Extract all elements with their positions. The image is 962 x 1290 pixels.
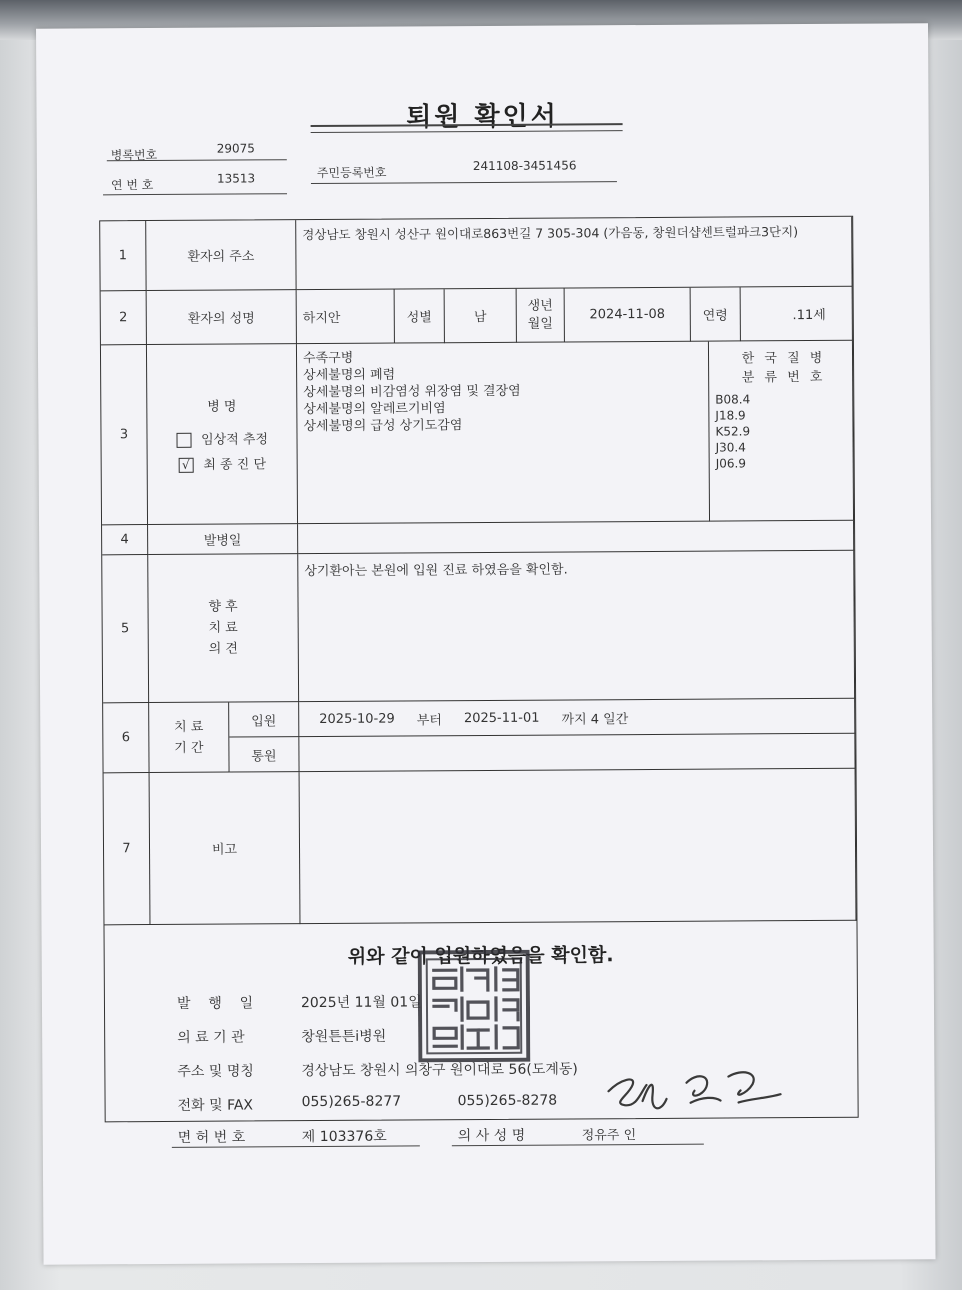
birth-label-line-1: 생년 bbox=[527, 298, 553, 314]
record-no-label: 병록번호 bbox=[110, 147, 158, 163]
sex-label: 성별 bbox=[395, 289, 445, 343]
tel-number: 055)265-8277 bbox=[301, 1093, 402, 1111]
serial-no: 13513 bbox=[216, 171, 256, 186]
license-line bbox=[172, 1145, 420, 1148]
period-label-line-1: 치 료 bbox=[174, 719, 204, 735]
disease-code-cell bbox=[709, 341, 854, 522]
inpatient-to-suffix: 까지 4 일간 bbox=[561, 711, 629, 728]
institution-address: 경상남도 창원시 의창구 원이대로 56(도계동) bbox=[301, 1061, 578, 1080]
final-diagnosis-option bbox=[178, 453, 266, 473]
code-header-2: 분 류 번 호 bbox=[741, 369, 826, 386]
birth-label bbox=[517, 289, 565, 343]
institution-label: 의 료 기 관 bbox=[177, 1029, 245, 1046]
diagnosis-item: 상세불명의 급성 상기도감염 bbox=[303, 418, 463, 435]
doctor-label: 의 사 성 명 bbox=[457, 1127, 526, 1145]
clinical-estimate-option bbox=[176, 428, 268, 448]
serial-label: 연 번 호 bbox=[110, 178, 154, 193]
name-label: 환자의 성명 bbox=[147, 290, 297, 345]
fax-number: 055)265-8278 bbox=[457, 1092, 558, 1110]
disease-label-cell bbox=[147, 344, 298, 525]
disease-code: K52.9 bbox=[715, 424, 751, 439]
resident-no: 241108-3451456 bbox=[472, 158, 577, 174]
final-diagnosis-checkbox: √ bbox=[178, 458, 193, 473]
disease-code: B08.4 bbox=[715, 392, 751, 407]
opinion-value: 상기환아는 본원에 입원 진료 하였음을 확인함. bbox=[298, 551, 855, 702]
record-no: 29075 bbox=[216, 141, 255, 156]
diagnosis-item: 수족구병 bbox=[302, 350, 354, 367]
clinical-estimate-label: 임상적 추정 bbox=[201, 432, 269, 448]
row-1-number: 1 bbox=[100, 221, 146, 291]
period-label bbox=[149, 703, 229, 773]
inpatient-label: 입원 bbox=[229, 702, 299, 737]
opinion-label-line-1: 향 후 bbox=[208, 599, 238, 615]
issue-date: 2025년 11월 01일 bbox=[300, 994, 422, 1012]
row-2-number: 2 bbox=[101, 291, 147, 345]
inpatient-from-suffix: 부터 bbox=[416, 712, 442, 728]
opinion-label-line-2: 치 료 bbox=[208, 620, 238, 636]
disease-code: J30.4 bbox=[715, 440, 746, 455]
disease-code: J06.9 bbox=[715, 456, 746, 471]
resident-label: 주민등록번호 bbox=[316, 165, 387, 181]
doctor-name: 정유주 인 bbox=[581, 1128, 637, 1144]
institution-name: 창원튼튼i병원 bbox=[301, 1028, 387, 1046]
address-value: 경상남도 창원시 성산구 원이대로863번길 7 305-304 (가음동, 창원더샵센트럴파크3단지) bbox=[296, 217, 852, 290]
outpatient-period bbox=[299, 734, 855, 772]
code-header-1: 한 국 질 병 bbox=[741, 350, 826, 367]
birth-value: 2024-11-08 bbox=[565, 288, 691, 343]
row-3-number: 3 bbox=[101, 345, 148, 525]
document-title: 퇴원 확인서 bbox=[406, 101, 559, 133]
age-value: .11세 bbox=[741, 287, 853, 342]
clinical-estimate-checkbox bbox=[176, 433, 191, 448]
diagnosis-item: 상세불명의 알레르기비염 bbox=[303, 401, 446, 418]
opinion-label bbox=[148, 554, 299, 703]
final-diagnosis-label: 최 종 진 단 bbox=[203, 457, 267, 473]
doctor-signature bbox=[602, 1054, 792, 1125]
outpatient-label: 통원 bbox=[229, 737, 299, 772]
birth-label-line-2: 월일 bbox=[527, 316, 553, 332]
row-4-number: 4 bbox=[102, 525, 148, 555]
remarks-label: 비고 bbox=[150, 772, 301, 925]
inpatient-from: 2025-10-29 bbox=[319, 711, 395, 727]
sex-value: 남 bbox=[445, 289, 517, 343]
inpatient-to: 2025-11-01 bbox=[463, 710, 540, 726]
row-7-number: 7 bbox=[104, 773, 151, 925]
resident-line bbox=[311, 181, 617, 184]
serial-line bbox=[103, 193, 287, 195]
row-5-number: 5 bbox=[102, 555, 149, 703]
discharge-certificate-paper bbox=[36, 23, 936, 1264]
doctor-line bbox=[452, 1144, 704, 1147]
period-label-line-2: 기 간 bbox=[174, 740, 204, 756]
confirm-statement: 위와 같이 입원하였음을 확인함. bbox=[347, 944, 614, 968]
opinion-label-line-3: 의 견 bbox=[208, 641, 238, 657]
disease-label: 병 명 bbox=[207, 399, 237, 415]
onset-label: 발병일 bbox=[148, 524, 298, 555]
license-number: 제 103376호 bbox=[301, 1128, 387, 1146]
diagnosis-item: 상세불명의 비감염성 위장염 및 결장염 bbox=[303, 383, 521, 401]
inpatient-period bbox=[299, 699, 855, 737]
onset-value bbox=[298, 521, 854, 554]
issue-date-label: 발 행 일 bbox=[176, 995, 254, 1012]
diagnosis-item: 상세불명의 폐렴 bbox=[303, 367, 396, 384]
disease-code: J18.9 bbox=[715, 408, 746, 423]
patient-name: 하지안 bbox=[297, 290, 395, 345]
record-no-line bbox=[107, 159, 287, 161]
address-name-label: 주소 및 명칭 bbox=[177, 1063, 254, 1080]
tel-fax-label: 전화 및 FAX bbox=[177, 1097, 254, 1114]
remarks-value bbox=[300, 769, 857, 924]
address-label: 환자의 주소 bbox=[146, 220, 296, 291]
diagnosis-list bbox=[297, 342, 710, 525]
hospital-seal bbox=[418, 950, 531, 1063]
license-label: 면 허 번 호 bbox=[177, 1129, 246, 1146]
row-6-number: 6 bbox=[103, 703, 149, 773]
age-label: 연령 bbox=[691, 287, 741, 341]
